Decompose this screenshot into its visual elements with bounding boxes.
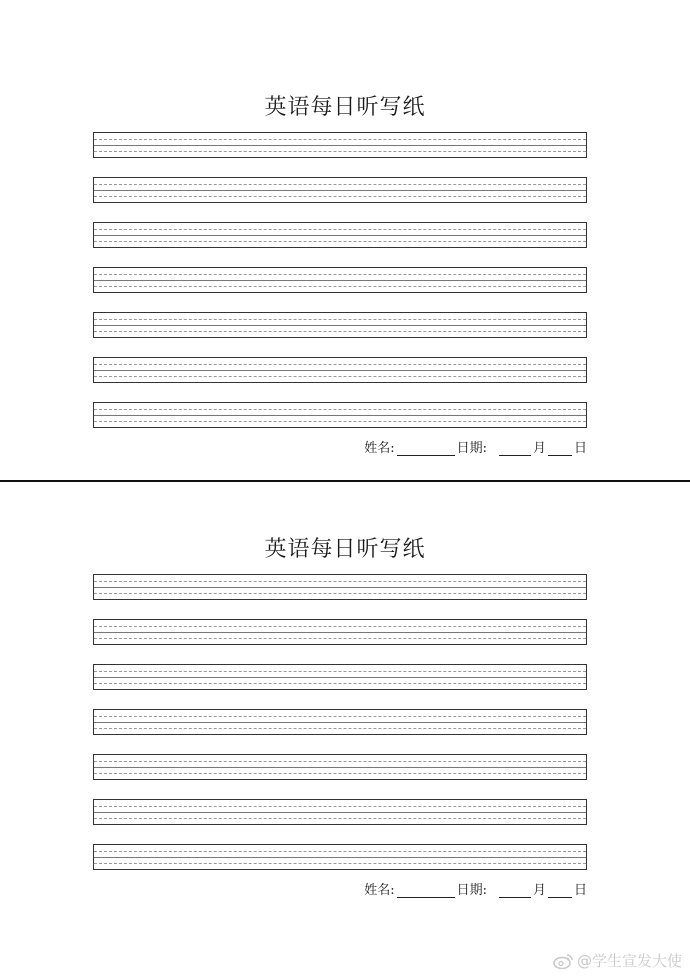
guide-rule (94, 229, 586, 230)
writing-line-box[interactable] (93, 357, 587, 383)
writing-line-box[interactable] (93, 754, 587, 780)
name-label: 姓名: (364, 883, 395, 898)
day-blank[interactable] (548, 441, 572, 456)
guide-rule (94, 370, 586, 371)
day-label: 日 (573, 441, 587, 456)
guide-rule (94, 761, 586, 762)
date-label: 日期: (456, 883, 487, 898)
guide-rule (94, 857, 586, 858)
writing-line-box[interactable] (93, 132, 587, 158)
watermark (553, 950, 682, 971)
watermark-text: @学生宣发大使 (576, 952, 682, 970)
month-label: 月 (532, 441, 546, 456)
student-info-row (364, 879, 587, 898)
writing-line-box[interactable] (93, 312, 587, 338)
guide-rule (94, 593, 586, 594)
guide-rule (94, 280, 586, 281)
guide-rule (94, 145, 586, 146)
writing-line-box[interactable] (93, 799, 587, 825)
guide-rule (94, 812, 586, 813)
student-info-row (364, 437, 587, 456)
dictation-sheet-bottom (0, 484, 690, 977)
writing-line-box[interactable] (93, 267, 587, 293)
guide-rule (94, 286, 586, 287)
guide-rule (94, 376, 586, 377)
writing-line-box[interactable] (93, 402, 587, 428)
date-label: 日期: (456, 441, 487, 456)
guide-rule (94, 818, 586, 819)
guide-rule (94, 806, 586, 807)
guide-rule (94, 421, 586, 422)
cut-line-divider (0, 480, 690, 482)
guide-rule (94, 151, 586, 152)
guide-rule (94, 626, 586, 627)
guide-rule (94, 581, 586, 582)
guide-rule (94, 773, 586, 774)
writing-line-box[interactable] (93, 709, 587, 735)
guide-rule (94, 325, 586, 326)
writing-lines (93, 574, 587, 889)
name-blank[interactable] (397, 441, 455, 456)
dictation-sheet-top (0, 0, 690, 480)
guide-rule (94, 863, 586, 864)
writing-lines (93, 132, 587, 447)
guide-rule (94, 728, 586, 729)
guide-rule (94, 274, 586, 275)
guide-rule (94, 331, 586, 332)
guide-rule (94, 716, 586, 717)
sheet-title: 英语每日听写纸 (264, 537, 426, 562)
guide-rule (94, 722, 586, 723)
month-blank[interactable] (499, 441, 531, 456)
day-blank[interactable] (548, 883, 572, 898)
guide-rule (94, 677, 586, 678)
guide-rule (94, 184, 586, 185)
writing-line-box[interactable] (93, 222, 587, 248)
guide-rule (94, 235, 586, 236)
guide-rule (94, 415, 586, 416)
day-label: 日 (573, 883, 587, 898)
writing-line-box[interactable] (93, 574, 587, 600)
sheet-title: 英语每日听写纸 (264, 95, 426, 120)
name-label: 姓名: (364, 441, 395, 456)
guide-rule (94, 190, 586, 191)
guide-rule (94, 587, 586, 588)
weibo-icon (553, 953, 573, 969)
guide-rule (94, 638, 586, 639)
month-label: 月 (532, 883, 546, 898)
name-blank[interactable] (397, 883, 455, 898)
writing-line-box[interactable] (93, 664, 587, 690)
writing-line-box[interactable] (93, 619, 587, 645)
guide-rule (94, 196, 586, 197)
guide-rule (94, 767, 586, 768)
writing-line-box[interactable] (93, 177, 587, 203)
guide-rule (94, 851, 586, 852)
month-blank[interactable] (499, 883, 531, 898)
guide-rule (94, 671, 586, 672)
guide-rule (94, 409, 586, 410)
guide-rule (94, 632, 586, 633)
guide-rule (94, 241, 586, 242)
guide-rule (94, 139, 586, 140)
writing-line-box[interactable] (93, 844, 587, 870)
guide-rule (94, 319, 586, 320)
guide-rule (94, 683, 586, 684)
guide-rule (94, 364, 586, 365)
